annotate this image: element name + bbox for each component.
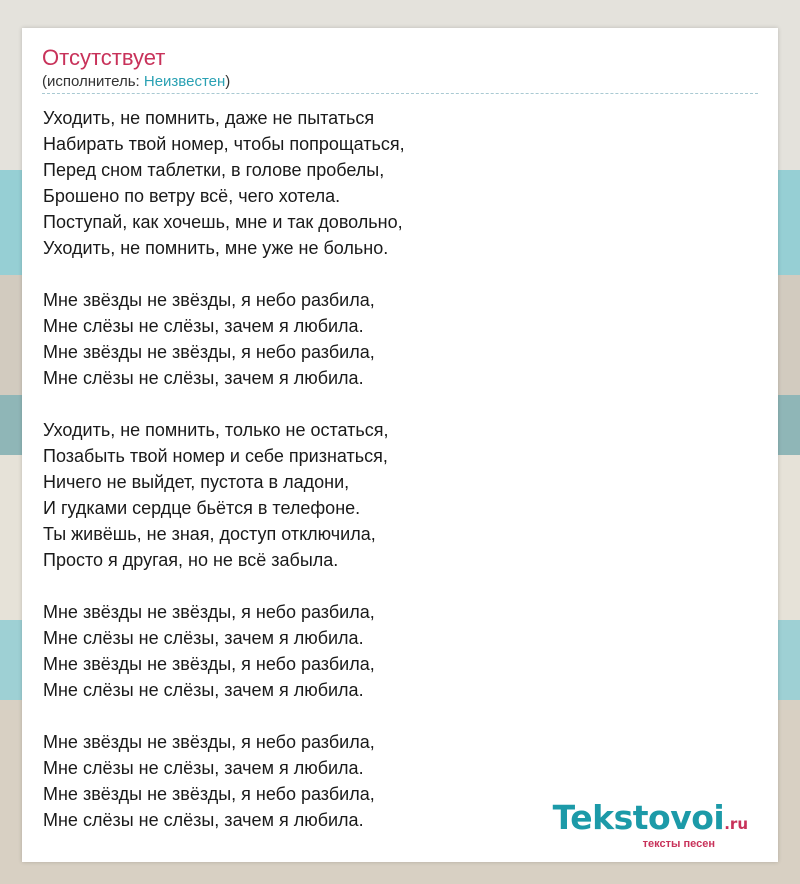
lyrics-body bbox=[43, 105, 743, 833]
lyric-line: Мне звёзды не звёзды, я небо разбила, bbox=[43, 342, 375, 362]
title-divider bbox=[42, 93, 758, 94]
lyric-line: Уходить, не помнить, мне уже не больно. bbox=[43, 238, 389, 258]
artist-link[interactable]: Неизвестен bbox=[143, 73, 226, 90]
artist-line bbox=[42, 72, 230, 92]
lyric-line: Ничего не выйдет, пустота в ладони, bbox=[43, 472, 350, 492]
lyric-line: Просто я другая, но не всё забыла. bbox=[43, 550, 339, 570]
lyric-line: Мне звёзды не звёзды, я небо разбила, bbox=[43, 290, 375, 310]
lyric-line: Мне звёзды не звёзды, я небо разбила, bbox=[43, 732, 375, 752]
lyric-line: Мне звёзды не звёзды, я небо разбила, bbox=[43, 602, 375, 622]
lyric-line: Мне слёзы не слёзы, зачем я любила. bbox=[43, 680, 364, 700]
artist-suffix: ) bbox=[225, 73, 231, 90]
lyric-line: Поступай, как хочешь, мне и так довольно, bbox=[43, 212, 403, 232]
lyrics-card bbox=[22, 28, 778, 862]
lyric-line: Ты живёшь, не зная, доступ отключила, bbox=[43, 524, 376, 544]
lyric-line: Мне звёзды не звёзды, я небо разбила, bbox=[43, 784, 375, 804]
lyric-line: Набирать твой номер, чтобы попрощаться, bbox=[43, 134, 405, 154]
lyric-line: Мне слёзы не слёзы, зачем я любила. bbox=[43, 810, 364, 830]
lyric-line: Перед сном таблетки, в голове пробелы, bbox=[43, 160, 385, 180]
lyric-line: И гудками сердце бьётся в телефоне. bbox=[43, 498, 361, 518]
logo-wordmark bbox=[552, 798, 748, 841]
site-logo[interactable] bbox=[552, 798, 748, 850]
lyric-line: Мне слёзы не слёзы, зачем я любила. bbox=[43, 368, 364, 388]
lyric-line: Мне звёзды не звёзды, я небо разбила, bbox=[43, 654, 375, 674]
lyric-line: Уходить, не помнить, только не остаться, bbox=[43, 420, 389, 440]
lyric-line: Брошено по ветру всё, чего хотела. bbox=[43, 186, 341, 206]
lyrics-stanza bbox=[43, 599, 743, 703]
logo-name: Tekstovoi bbox=[552, 798, 725, 837]
logo-tld: .ru bbox=[724, 815, 748, 833]
lyric-line: Мне слёзы не слёзы, зачем я любила. bbox=[43, 758, 364, 778]
artist-prefix: (исполнитель: bbox=[42, 73, 144, 90]
song-title: Отсутствует bbox=[42, 45, 166, 70]
logo-tagline: тексты песен bbox=[642, 838, 715, 850]
lyric-line: Мне слёзы не слёзы, зачем я любила. bbox=[43, 316, 364, 336]
lyric-line: Позабыть твой номер и себе признаться, bbox=[43, 446, 388, 466]
lyric-line: Мне слёзы не слёзы, зачем я любила. bbox=[43, 628, 364, 648]
lyrics-stanza bbox=[43, 287, 743, 391]
lyrics-stanza bbox=[43, 417, 743, 573]
lyric-line: Уходить, не помнить, даже не пытаться bbox=[43, 108, 375, 128]
lyrics-stanza bbox=[43, 105, 743, 261]
